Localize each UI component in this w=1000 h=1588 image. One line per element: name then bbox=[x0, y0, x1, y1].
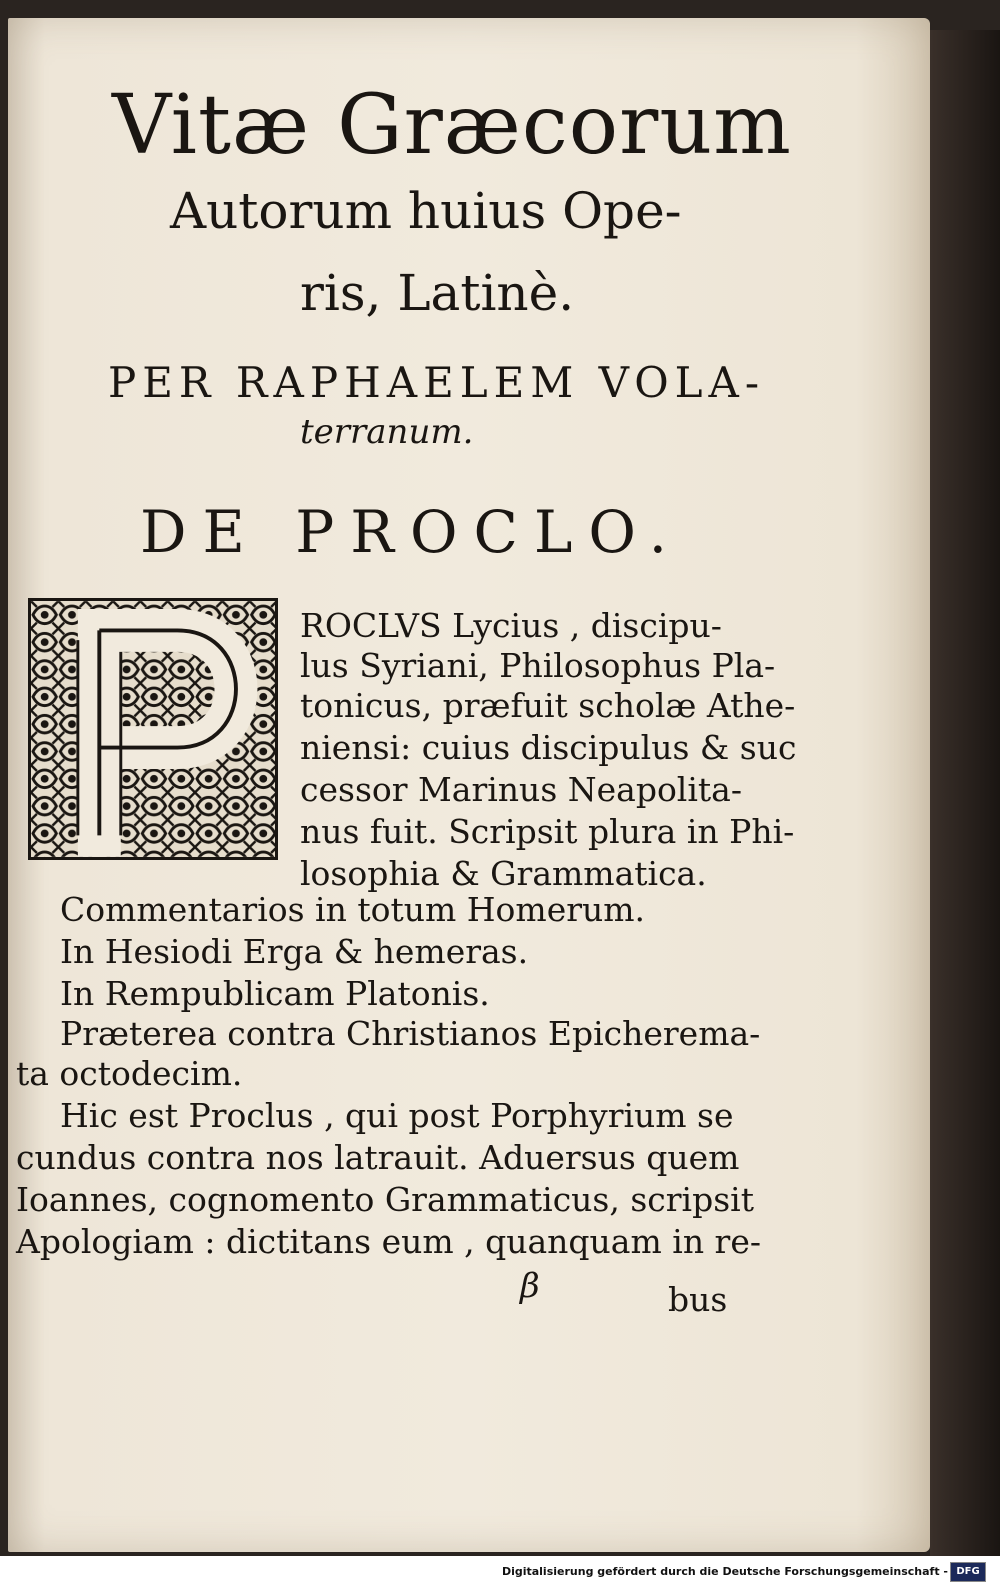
text-line: Commentarios in totum Homerum. bbox=[60, 890, 646, 929]
text-line: lus Syriani, Philosophus Pla- bbox=[300, 646, 776, 685]
title-line-1: Vitæ Græcorum bbox=[112, 78, 792, 173]
text-line: In Hesiodi Erga & hemeras. bbox=[60, 932, 529, 971]
book-edge bbox=[930, 30, 1000, 1556]
text-line: Præterea contra Christianos Epicherema- bbox=[60, 1014, 761, 1053]
footer-bar bbox=[0, 1556, 1000, 1588]
text-line: cundus contra nos latrauit. Aduersus quem bbox=[16, 1138, 740, 1177]
ornament-icon bbox=[31, 601, 275, 857]
text-line: tonicus, præfuit scholæ Athe- bbox=[300, 686, 796, 725]
catchword: bus bbox=[668, 1280, 728, 1319]
footer-credit: Digitalisierung gefördert durch die Deutsche Forschungsgemeinschaft - bbox=[501, 1565, 948, 1578]
text-line: Hic est Proclus , qui post Porphyrium se bbox=[60, 1096, 734, 1135]
signature-mark: β bbox=[520, 1266, 540, 1306]
title-line-2: Autorum huius Ope- bbox=[170, 182, 682, 240]
text-line: Ioannes, cognomento Grammaticus, scripsit bbox=[16, 1180, 754, 1219]
decorated-initial bbox=[28, 598, 278, 860]
section-heading: DE PROCLO. bbox=[140, 498, 684, 566]
text-line: In Rempublicam Platonis. bbox=[60, 974, 490, 1013]
text-line: ta octodecim. bbox=[16, 1054, 243, 1093]
author-line-2: terranum. bbox=[300, 412, 474, 452]
author-line-1: PER RAPHAELEM VOLA- bbox=[108, 358, 766, 407]
text-line: nus fuit. Scripsit plura in Phi- bbox=[300, 812, 795, 851]
text-line: Apologiam : dictitans eum , quanquam in re- bbox=[16, 1222, 762, 1261]
title-line-3: ris, Latinè. bbox=[300, 264, 575, 322]
text-line: cessor Marinus Neapolita- bbox=[300, 770, 743, 809]
text-line: niensi: cuius discipulus & suc bbox=[300, 728, 797, 767]
text-line: ROCLVS Lycius , discipu- bbox=[300, 606, 722, 645]
text-line: losophia & Grammatica. bbox=[300, 854, 707, 893]
dfg-logo: DFG bbox=[950, 1562, 986, 1582]
